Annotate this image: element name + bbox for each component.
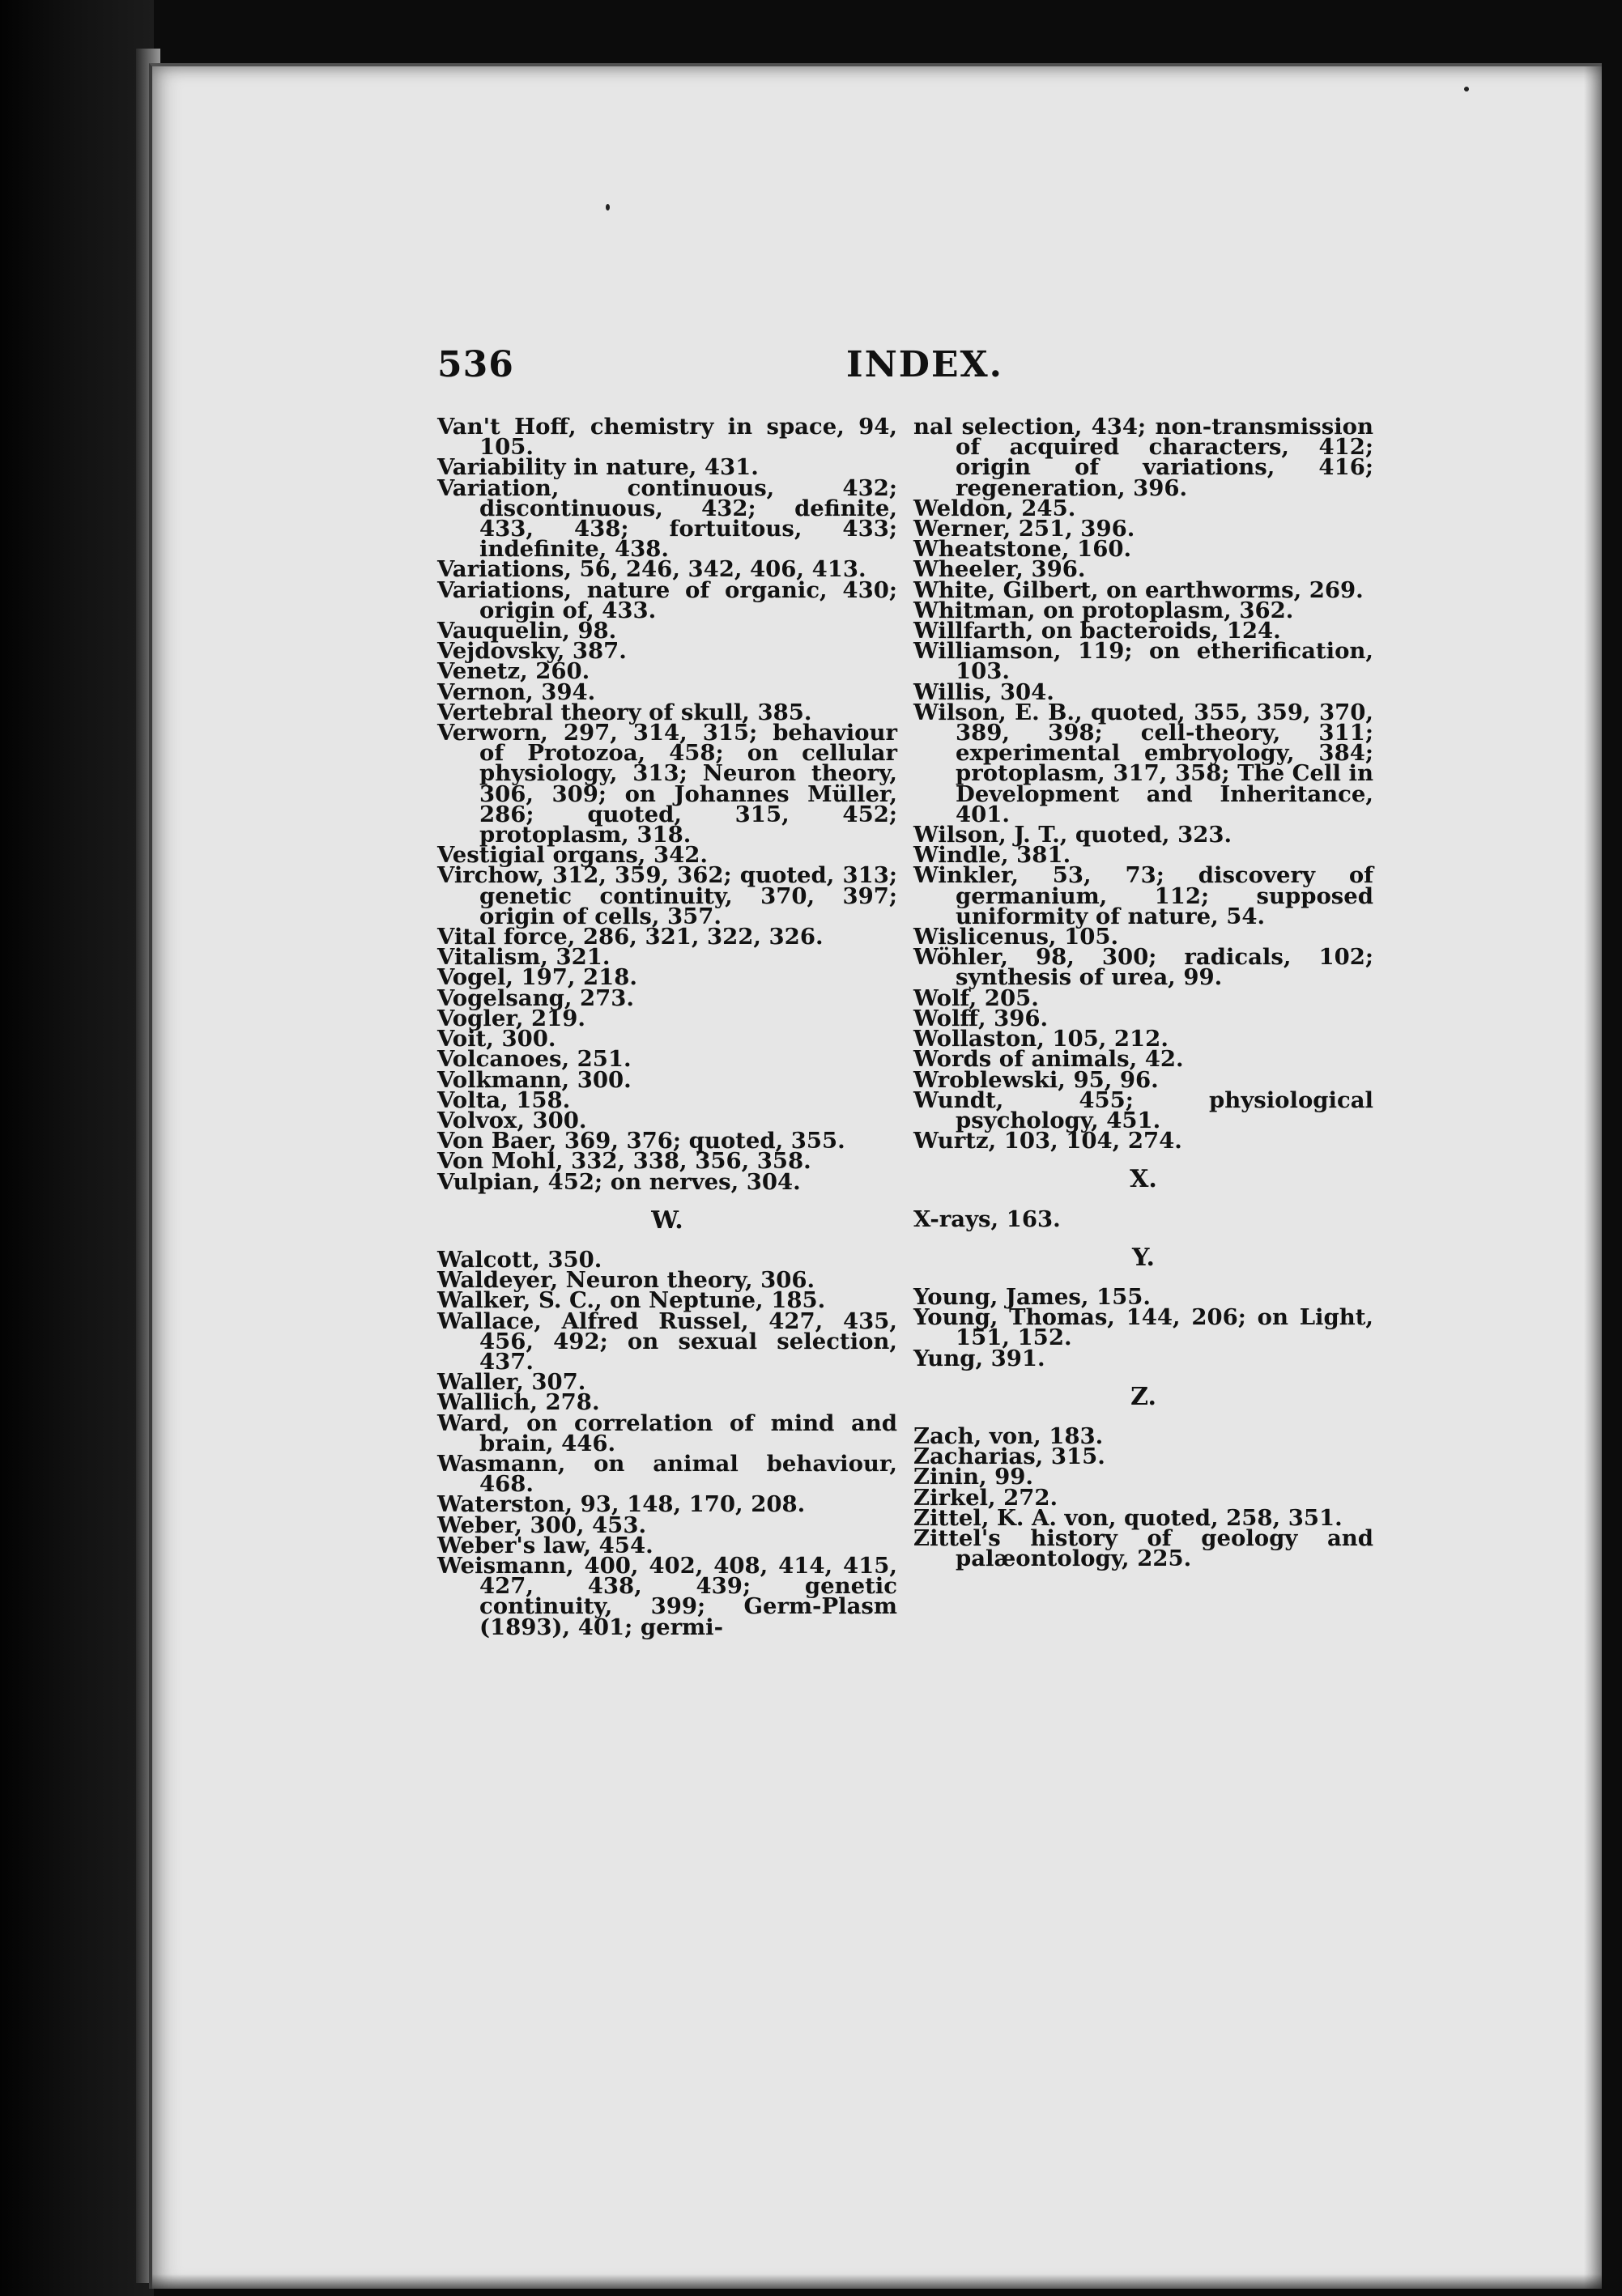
index-section-heading: W.: [651, 1205, 683, 1235]
index-entry: Volta, 158.: [437, 1086, 571, 1113]
index-entry: Variation, continuous, 432; discontinuous, 432; definite, 433, 438; fortuitous, 433; indefinite, 438.: [437, 474, 897, 563]
index-entry: Vogel, 197, 218.: [437, 964, 638, 991]
index-entry: Vital force, 286, 321, 322, 326.: [437, 924, 824, 950]
index-entry: Voit, 300.: [437, 1026, 556, 1052]
index-entry: Verworn, 297, 314, 315; behaviour of Protozoa, 458; on cellular physiology, 313; Neuron theory, 306, 309; on Johannes Müller, 286; quoted, 315, 452; protoplasm, 318.: [437, 720, 897, 848]
page-shadow-right: [1584, 66, 1602, 2289]
index-entry: Wollaston, 105, 212.: [913, 1026, 1169, 1052]
index-column-left: [437, 414, 897, 1640]
index-entry: Weldon, 245.: [913, 495, 1076, 521]
film-margin: [0, 0, 154, 2296]
index-entry: Wundt, 455; physiological psychology, 451.: [913, 1086, 1373, 1133]
index-entry: Whitman, on protoplasm, 362.: [913, 597, 1294, 623]
index-entry: Zittel, K. A. von, quoted, 258, 351.: [913, 1504, 1343, 1531]
index-entry: White, Gilbert, on earthworms, 269.: [913, 576, 1364, 603]
index-column-right: [913, 414, 1373, 1572]
index-entry-continuation: nal selection, 434; non-transmission of acquired characters, 412; origin of variations, 416; regeneration, 396.: [913, 414, 1373, 501]
index-entry: Werner, 251, 396.: [913, 516, 1135, 542]
index-entry: Wurtz, 103, 104, 274.: [913, 1128, 1182, 1154]
index-entry: Wolff, 396.: [913, 1005, 1049, 1031]
index-entry: Wallace, Alfred Russel, 427, 435, 456, 492; on sexual selection, 437.: [437, 1307, 897, 1375]
index-entry: Yung, 391.: [913, 1345, 1045, 1371]
index-entry: Weber, 300, 453.: [437, 1512, 647, 1538]
index-entry: Young, Thomas, 144, 206; on Light, 151, 152.: [913, 1304, 1373, 1351]
index-entry: Van't Hoff, chemistry in space, 94, 105.: [437, 414, 897, 461]
index-entry: Walker, S. C., on Neptune, 185.: [437, 1287, 826, 1314]
index-entry: Wislicenus, 105.: [913, 924, 1119, 950]
index-entry: Williamson, 119; on etherification, 103.: [913, 638, 1373, 685]
index-entry: Walcott, 350.: [437, 1246, 602, 1273]
index-entry: Virchow, 312, 359, 362; quoted, 313; genetic continuity, 370, 397; origin of cells, 357.: [437, 862, 897, 929]
index-entry: Vitalism, 321.: [437, 944, 611, 971]
index-entry: Vejdovsky, 387.: [437, 638, 627, 665]
page-shadow-bottom: [152, 2274, 1602, 2289]
index-entry: Zacharias, 315.: [913, 1444, 1105, 1470]
index-entry: Von Baer, 369, 376; quoted, 355.: [437, 1128, 845, 1154]
index-entry: Wilson, J. T., quoted, 323.: [913, 822, 1232, 848]
index-section-heading: X.: [1130, 1165, 1157, 1194]
index-entry: Variations, nature of organic, 430; origin of, 433.: [437, 576, 897, 623]
index-entry: Weismann, 400, 402, 408, 414, 415, 427, 438, 439; genetic continuity, 399; Germ-Plasm (1893), 401; germi-: [437, 1552, 897, 1640]
dust-speck: [1464, 87, 1469, 91]
index-entry: Von Mohl, 332, 338, 356, 358.: [437, 1148, 811, 1175]
index-entry: Winkler, 53, 73; discovery of germanium, 112; supposed uniformity of nature, 54.: [913, 862, 1373, 929]
index-entry: Wheeler, 396.: [913, 556, 1086, 583]
index-entry: Vertebral theory of skull, 385.: [437, 699, 812, 725]
index-entry: Waldeyer, Neuron theory, 306.: [437, 1267, 815, 1294]
index-entry: Venetz, 260.: [437, 658, 590, 685]
index-entry: Weber's law, 454.: [437, 1532, 653, 1558]
index-entry: Variability in nature, 431.: [437, 454, 759, 481]
index-entry: Young, James, 155.: [913, 1283, 1151, 1310]
index-entry: Vulpian, 452; on nerves, 304.: [437, 1168, 801, 1195]
page-number: 536: [437, 344, 514, 385]
index-entry: Wasmann, on animal behaviour, 468.: [437, 1450, 897, 1498]
index-entry: Volkmann, 300.: [437, 1066, 632, 1093]
index-entry: Volcanoes, 251.: [437, 1046, 632, 1073]
index-entry: Zinin, 99.: [913, 1464, 1033, 1490]
index-entry: Waterston, 93, 148, 170, 208.: [437, 1491, 806, 1518]
index-entry: Wroblewski, 95, 96.: [913, 1066, 1159, 1093]
index-entry: Windle, 381.: [913, 842, 1071, 869]
dust-speck: [606, 204, 610, 210]
index-entry: Zirkel, 272.: [913, 1484, 1058, 1511]
page-header: [437, 344, 1385, 393]
index-entry: Willis, 304.: [913, 678, 1054, 705]
running-title: INDEX.: [846, 344, 1003, 385]
index-section-heading: Y.: [1132, 1243, 1155, 1272]
index-entry: Wilson, E. B., quoted, 355, 359, 370, 389, 398; cell-theory, 311; experimental embryology, 384; protoplasm, 317, 358; The Cell in Development and Inheritance, 401.: [913, 699, 1373, 827]
index-entry: Ward, on correlation of mind and brain, 446.: [437, 1409, 897, 1456]
index-entry: Zach, von, 183.: [913, 1422, 1104, 1449]
index-entry: Waller, 307.: [437, 1369, 586, 1396]
index-entry: X-rays, 163.: [913, 1205, 1061, 1232]
index-entry: Zittel's history of geology and palæontology, 225.: [913, 1524, 1373, 1572]
index-entry: Vernon, 394.: [437, 678, 596, 705]
index-entry: Wolf, 205.: [913, 984, 1039, 1011]
index-entry: Vauquelin, 98.: [437, 618, 617, 644]
index-section-heading: Z.: [1130, 1382, 1156, 1411]
index-entry: Willfarth, on bacteroids, 124.: [913, 618, 1281, 644]
index-entry: Words of animals, 42.: [913, 1046, 1184, 1073]
index-entry: Vogelsang, 273.: [437, 984, 634, 1011]
index-entry: Vestigial organs, 342.: [437, 842, 708, 869]
index-entry: Vogler, 219.: [437, 1005, 585, 1031]
index-entry: Wheatstone, 160.: [913, 536, 1132, 563]
index-entry: Volvox, 300.: [437, 1107, 587, 1133]
index-entry: Wöhler, 98, 300; radicals, 102; synthesis of urea, 99.: [913, 944, 1373, 991]
index-entry: Variations, 56, 246, 342, 406, 413.: [437, 556, 866, 583]
index-entry: Wallich, 278.: [437, 1389, 600, 1416]
